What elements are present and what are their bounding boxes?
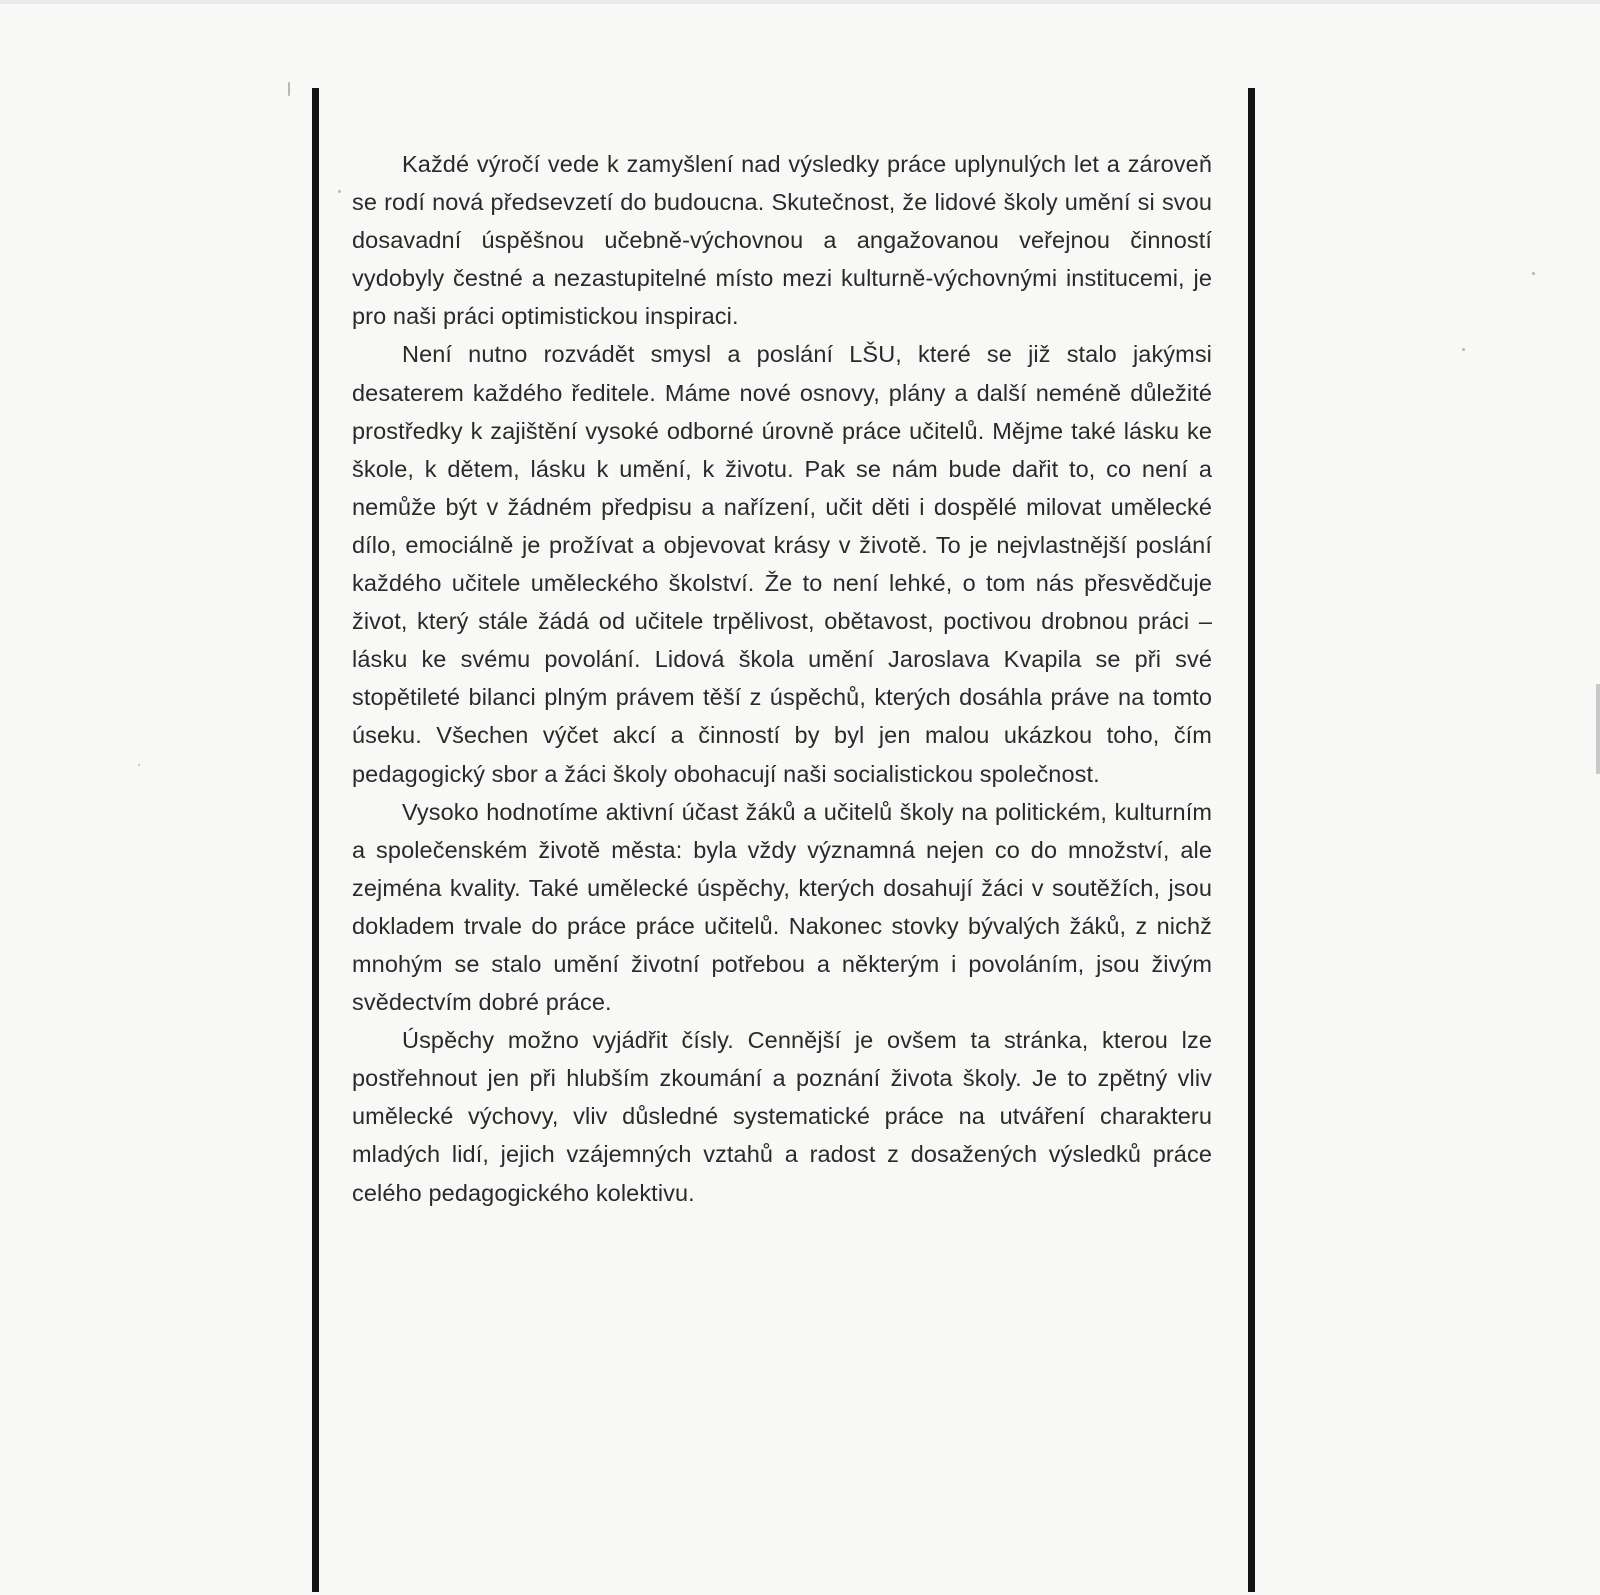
paragraph-4: Úspěchy možno vyjádřit čísly. Cennější je ovšem ta stránka, kterou lze postřehnout jen při hlubším zkoumání a poznání života školy. Je to zpětný vliv umělecké výchovy, vliv důsledné systematické práce na utváření charakteru mladých lidí, jejich vzájemných vztahů a radost z dosažených výsledků práce celého pedagogického kolektivu. xyxy=(352,1027,1212,1206)
scan-edge xyxy=(1596,684,1600,774)
scan-speck xyxy=(1462,348,1465,351)
paragraph-2: Není nutno rozvádět smysl a poslání LŠU, které se již stalo jakýmsi desaterem každého ředitele. Máme nové osnovy, plány a další neméně důležité prostředky k zajištění vysoké odborné úrovně práce učitelů. Mějme také lásku ke škole, k dětem, lásku k umění, k životu. Pak se nám bude dařit to, co není a nemůže být v žádném předpisu a nařízení, učit děti i dospělé milovat umělecké dílo, emociálně je prožívat a objevovat krásy v životě. To je nejvlastnější poslání každého učitele uměleckého školství. Že to není lehké, o tom nás přesvědčuje život, který stále žádá od učitele trpělivost, obětavost, poctivou drobnou práci – lásku ke svému povolání. Lidová škola umění Jaroslava Kvapila se při své stopětileté bilanci plným právem těší z úspěchů, kterých dosáhla práve na tomto úseku. Všechen výčet akcí a činností by byl jen malou ukázkou toho, čím pedagogický sbor a žáci školy obohacují naši socialistickou společnost. xyxy=(352,341,1212,787)
right-margin-rule xyxy=(1248,88,1255,1592)
scan-speck xyxy=(338,190,341,193)
scan-speck xyxy=(138,764,140,766)
paragraph-1: Každé výročí vede k zamyšlení nad výsledky práce uplynulých let a zároveň se rodí nová předsevzetí do budoucna. Skutečnost, že lidové školy umění si svou dosavadní úspěšnou učebně-výchovnou a angažovanou veřejnou činností vydobyly čestné a nezastupitelné místo mezi kulturně-výchovnými institucemi, je pro naši práci optimistickou inspiraci. xyxy=(352,151,1212,330)
article-body xyxy=(352,145,1212,1212)
scanned-page xyxy=(0,4,1600,1595)
left-margin-rule xyxy=(312,88,319,1592)
paragraph-3: Vysoko hodnotíme aktivní účast žáků a učitelů školy na politickém, kulturním a společenském životě města: byla vždy významná nejen co do množství, ale zejména kvality. Také umělecké úspěchy, kterých dosahují žáci v soutěžích, jsou dokladem trvale do práce práce učitelů. Nakonec stovky bývalých žáků, z nichž mnohým se stalo umění životní potřebou a některým i povoláním, jsou živým svědectvím dobré práce. xyxy=(352,798,1212,1016)
scan-speck xyxy=(288,82,290,96)
scan-speck xyxy=(1532,272,1535,275)
